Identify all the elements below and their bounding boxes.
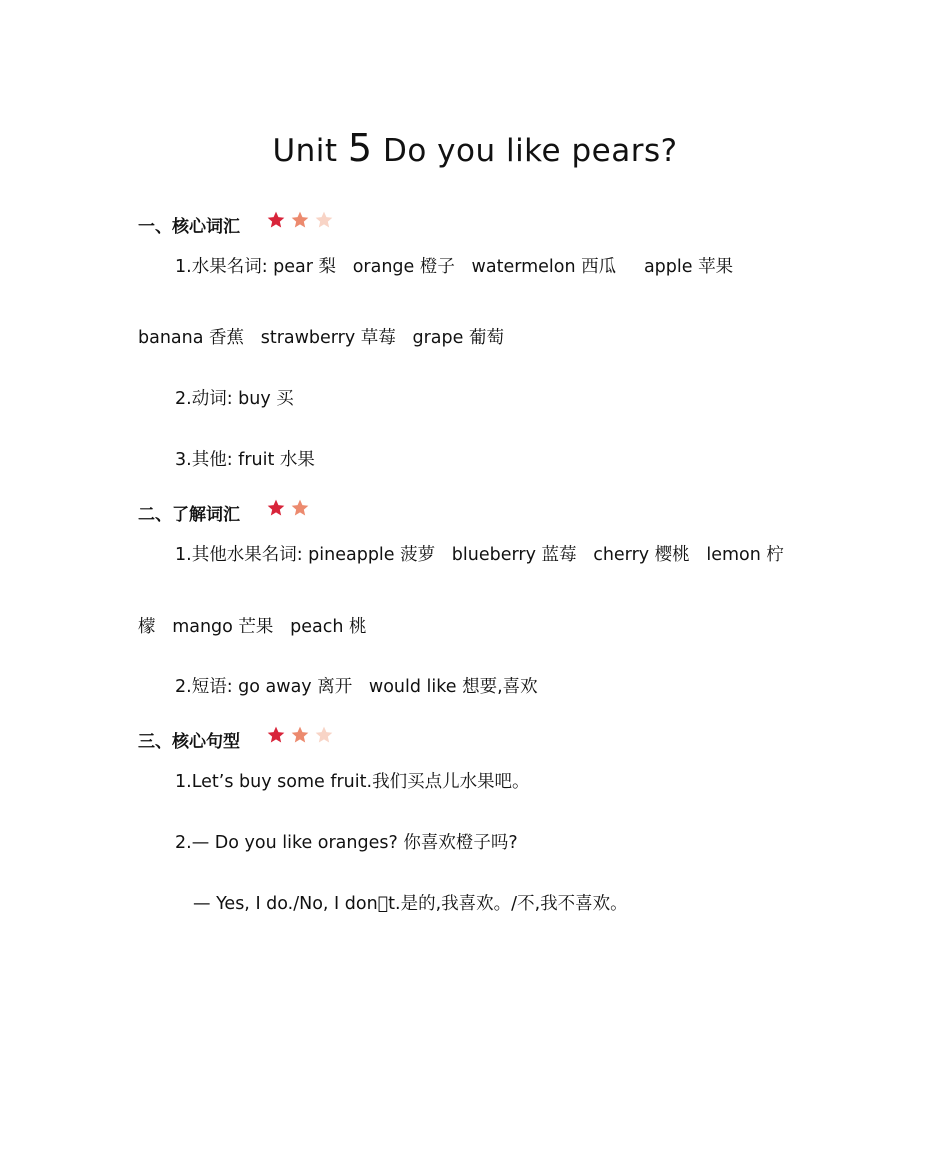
section-heading-extra-vocabulary: 二、了解词汇: [138, 505, 240, 525]
star-full-icon: [265, 210, 287, 230]
vocab-line: 2.短语: go away 离开 would like 想要,喜欢: [175, 677, 538, 697]
sentence-line: 1.Let’s buy some fruit.我们买点儿水果吧。: [175, 772, 530, 792]
vocab-line: 3.其他: fruit 水果: [175, 450, 315, 470]
section-heading-core-sentences: 三、核心句型: [138, 732, 240, 752]
vocab-line: 1.其他水果名词: pineapple 菠萝 blueberry 蓝莓 cherry 樱桃 lemon 柠: [175, 545, 784, 565]
star-full-icon: [265, 498, 287, 518]
title-suffix: Do you like pears?: [372, 133, 678, 169]
star-half-icon: [289, 210, 311, 230]
vocab-line: 1.水果名词: pear 梨 orange 橙子 watermelon 西瓜 apple 苹果: [175, 257, 734, 277]
rating-stars: [265, 210, 332, 230]
rating-stars: [265, 725, 332, 745]
star-full-icon: [265, 725, 287, 745]
section-heading-core-vocabulary: 一、核心词汇: [138, 217, 240, 237]
sentence-line: 2.— Do you like oranges? 你喜欢橙子吗?: [175, 833, 518, 853]
star-faint-icon: [313, 725, 335, 745]
star-half-icon: [289, 498, 311, 518]
sentence-line: — Yes, I do./No, I don t.是的,我喜欢。/不,我不喜欢。: [193, 894, 628, 914]
star-half-icon: [289, 725, 311, 745]
page-title: [0, 126, 950, 170]
title-prefix: Unit: [272, 133, 348, 169]
rating-stars: [265, 498, 308, 518]
title-number: 5: [347, 126, 373, 170]
vocab-line: 檬 mango 芒果 peach 桃: [138, 617, 367, 637]
vocab-line: banana 香蕉 strawberry 草莓 grape 葡萄: [138, 328, 504, 348]
vocab-line: 2.动词: buy 买: [175, 389, 294, 409]
star-faint-icon: [313, 210, 335, 230]
